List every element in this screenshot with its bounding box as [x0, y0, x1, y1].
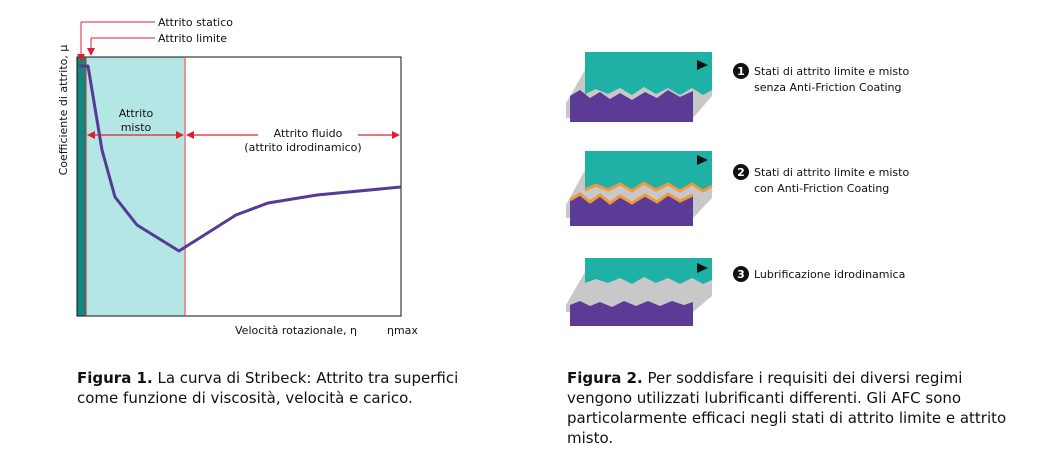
mixed-label-line1: Attrito [118, 107, 154, 120]
figure2-caption-text: Per soddisfare i requisiti dei diversi regimi vengono utilizzati lubrificanti differenti. Gli AFC sono particolarmente efficaci negli stati di attrito limite e attrito misto. [567, 369, 1007, 447]
annotation-limit-label: Attrito limite [158, 32, 228, 45]
legend-item-line2: con Anti-Friction Coating [754, 182, 890, 195]
legend-item-3 [733, 266, 905, 282]
mixed-friction-region [86, 57, 184, 316]
annotation-static-label: Attrito statico [158, 16, 234, 29]
top-surface-teal [585, 52, 712, 95]
boundary-friction-bar [77, 57, 86, 316]
x-axis-max-label: ηmax [387, 324, 418, 337]
fluid-label-line2: (attrito idrodinamico) [244, 141, 362, 154]
mixed-label-line2: misto [120, 121, 152, 134]
y-axis-label: Coefficiente di attrito, μ [57, 44, 70, 176]
figure2-caption [567, 368, 1007, 448]
fluid-arrow-left-head [186, 131, 194, 139]
limit-arrow-head [87, 48, 95, 56]
legend-item-line1: Stati di attrito limite e misto [754, 166, 910, 179]
figure1-caption [77, 368, 497, 408]
legend-item-line1: Stati di attrito limite e misto [754, 65, 910, 78]
number-badge-text: 2 [737, 166, 745, 179]
fluid-arrow-right-head [392, 131, 400, 139]
figure2-caption-bold: Figura 2. [567, 369, 643, 387]
legend-item-line2: senza Anti-Friction Coating [754, 81, 902, 94]
figure1-caption-text: La curva di Stribeck: Attrito tra superfici come funzione di viscosità, velocità e carico. [77, 369, 459, 407]
fluid-label-line1: Attrito fluido [273, 127, 343, 140]
legend-item-2 [733, 164, 909, 195]
x-axis-label: Velocità rotazionale, η [235, 324, 358, 337]
legend-item-line1: Lubrificazione idrodinamica [754, 268, 906, 281]
figure1-caption-bold: Figura 1. [77, 369, 153, 387]
number-badge-text: 1 [737, 65, 745, 78]
legend-item-1 [733, 63, 909, 94]
surface-illustration-1 [566, 52, 712, 122]
surface-illustration-3 [566, 258, 712, 326]
stribeck-chart [57, 16, 418, 337]
number-badge-text: 3 [737, 268, 745, 281]
surface-illustration-2 [566, 151, 712, 226]
